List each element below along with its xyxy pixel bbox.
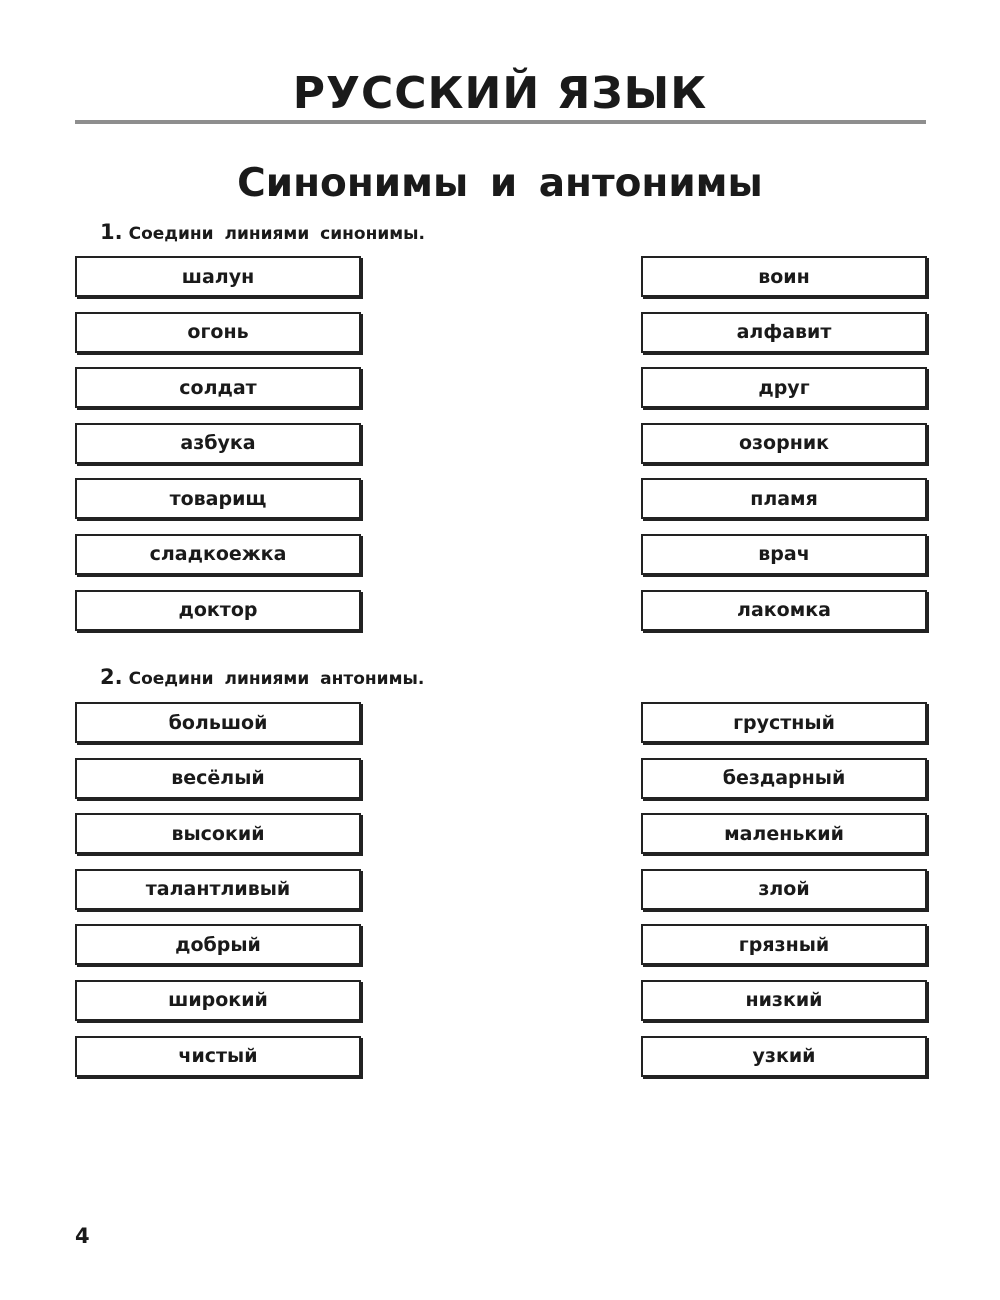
task2-instruction: Соедини линиями антонимы. (128, 669, 425, 689)
task2-number: 2. (100, 665, 123, 689)
word-box[interactable]: лакомка (641, 590, 927, 631)
word-box[interactable]: высокий (75, 813, 361, 854)
word-box[interactable]: огонь (75, 312, 361, 353)
word-box[interactable]: бездарный (641, 758, 927, 799)
word-box[interactable]: врач (641, 534, 927, 575)
task1-instruction: Соедини линиями синонимы. (128, 224, 425, 244)
word-box[interactable]: сладкоежка (75, 534, 361, 575)
word-box[interactable]: узкий (641, 1036, 927, 1077)
word-box[interactable]: грязный (641, 924, 927, 965)
word-box[interactable]: маленький (641, 813, 927, 854)
word-box[interactable]: весёлый (75, 758, 361, 799)
title-divider (75, 120, 926, 124)
word-box[interactable]: озорник (641, 423, 927, 464)
word-box[interactable]: доктор (75, 590, 361, 631)
word-box[interactable]: друг (641, 367, 927, 408)
topic-title: Синонимы и антонимы (237, 161, 763, 206)
word-box[interactable]: широкий (75, 980, 361, 1021)
task2-heading (100, 665, 424, 691)
word-box[interactable]: азбука (75, 423, 361, 464)
task1-right-column (641, 256, 927, 645)
word-box[interactable]: талантливый (75, 869, 361, 910)
word-box[interactable]: чистый (75, 1036, 361, 1077)
task1-number: 1. (100, 220, 123, 244)
word-box[interactable]: солдат (75, 367, 361, 408)
subject-title: РУССКИЙ ЯЗЫК (292, 68, 708, 119)
word-box[interactable]: воин (641, 256, 927, 297)
word-box[interactable]: низкий (641, 980, 927, 1021)
task2-left-column (75, 702, 361, 1091)
task1-heading (100, 220, 425, 246)
task1-left-column (75, 256, 361, 645)
word-box[interactable]: алфавит (641, 312, 927, 353)
word-box[interactable]: добрый (75, 924, 361, 965)
word-box[interactable]: грустный (641, 702, 927, 743)
word-box[interactable]: пламя (641, 478, 927, 519)
word-box[interactable]: большой (75, 702, 361, 743)
word-box[interactable]: шалун (75, 256, 361, 297)
word-box[interactable]: злой (641, 869, 927, 910)
task2-right-column (641, 702, 927, 1091)
page-number: 4 (75, 1224, 90, 1248)
word-box[interactable]: товарищ (75, 478, 361, 519)
